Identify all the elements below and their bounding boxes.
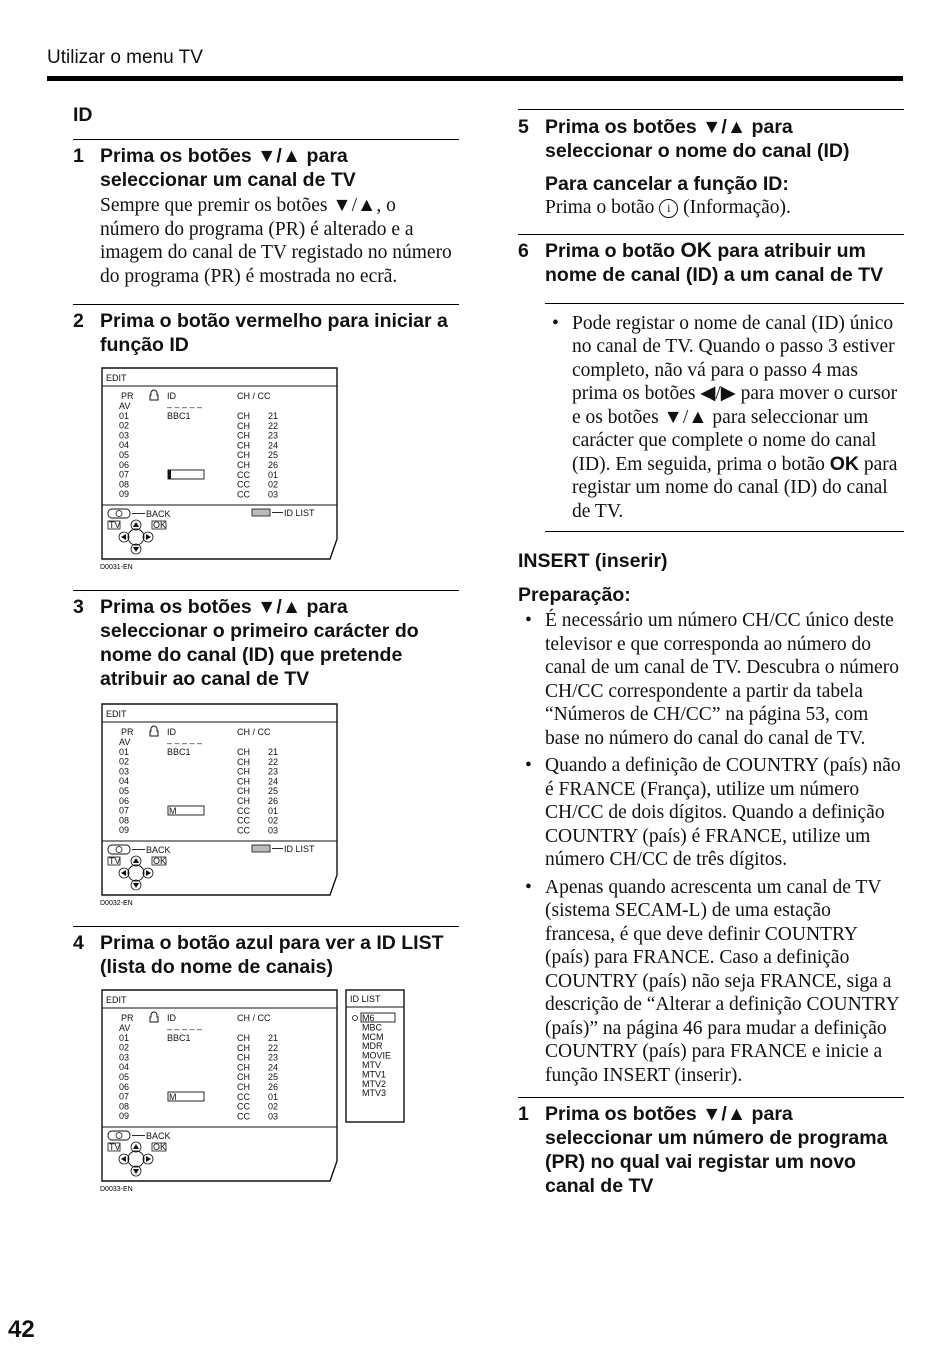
screen-ok-label: OK [153, 520, 167, 530]
step-title: Prima os botões ▼/▲ para seleccionar o primeiro carácter do nome do canal (ID) que pretende atribuir ao canal de TV [100, 596, 419, 690]
cursor-char: M [169, 1092, 177, 1102]
dpad-right-icon [146, 534, 151, 540]
dpad-icon [128, 529, 144, 545]
screen-chcc-type: CH [237, 786, 250, 797]
screen-pr-value: 07 [119, 1091, 130, 1102]
step-title: Prima o botão azul para ver a ID LIST (lista do nome de canais) [100, 932, 444, 978]
dpad-icon [128, 865, 144, 881]
screen-chcc-type: CC [237, 815, 250, 826]
divider [518, 109, 904, 110]
screen-col-pr: PR [121, 391, 134, 401]
dpad-down-icon [133, 883, 139, 888]
left-column [73, 100, 459, 1194]
screen-pr-value: 03 [119, 1052, 130, 1063]
ok-button-label: OK [829, 452, 860, 475]
screen-chcc-num: 24 [268, 1062, 279, 1073]
screen-back-label: BACK [146, 1131, 171, 1141]
divider [518, 234, 904, 235]
screen-chcc-num: 02 [268, 1101, 279, 1112]
screen-chcc-type: CC [237, 825, 250, 836]
screen-pr-value: 06 [119, 459, 130, 470]
screen-chcc-type: CC [237, 469, 250, 480]
screen-chcc-type: CH [237, 796, 250, 806]
screen-id-value: BBC1 [167, 1033, 191, 1043]
blue-button [252, 845, 270, 852]
screen-chcc-type: CH [237, 1082, 250, 1092]
screen-col-id: ID [167, 1013, 176, 1023]
blue-button [252, 509, 270, 516]
screen-pr-value: AV [119, 737, 131, 747]
screen-pr-value: 08 [119, 479, 130, 490]
list-item: • Apenas quando acrescenta um canal de TV (sistema SECAM-L) de uma estação francesa, é que deve definir COUNTRY (país) para FRANCE. Caso a definição COUNTRY (país) não seja FRANCE, siga a descrição de “Alterar a definição COUNTRY (país)” na página 46 para mudar a definição COUNTRY (país) para FRANCE e inicie a função INSERT (inserir). [525, 876, 899, 1086]
screen-pr-value: 03 [119, 766, 130, 777]
id-list-item: MTV1 [362, 1069, 387, 1080]
screen-chcc-num: 21 [268, 411, 279, 421]
dpad-icon [128, 1151, 144, 1167]
screen-chcc-type: CH [237, 747, 250, 757]
screen-chcc-type: CH [237, 1052, 250, 1063]
screen-pr-value: AV [119, 1023, 131, 1033]
screen-chcc-num: 21 [268, 1033, 279, 1043]
id-list-item: MTV3 [362, 1088, 387, 1099]
screen-pr-value: 02 [119, 420, 130, 431]
info-icon [116, 511, 122, 517]
screen-tv-label: TV [109, 1142, 121, 1152]
step-number: 5 [518, 116, 529, 138]
screen-chcc-type: CH [237, 1033, 250, 1043]
divider [518, 1097, 904, 1098]
dpad-right-icon [146, 870, 151, 876]
step-title: Prima os botões ▼/▲ para seleccionar um canal de TV [100, 145, 356, 191]
divider [73, 304, 459, 305]
screen-pr-value: 09 [119, 1111, 130, 1122]
screen-ok-label: OK [153, 1142, 167, 1152]
list-item: • Pode registar o nome de canal (ID) único no canal de TV. Quando o passo 3 estiver completo, não vá para o passo 4 mas prima os botões ◀/▶ para mover o cursor e os botões ▼/▲ para seleccionar um carácter que complete o nome do canal (ID). Em seguida, prima o botão OK para registar um nome do canal (ID) do canal de TV. [552, 312, 898, 522]
preparation-list [518, 609, 904, 1087]
screen-chcc-type: CH [237, 460, 250, 470]
step-6 [518, 239, 904, 287]
lock-icon [150, 726, 158, 736]
dpad-up-icon [133, 858, 139, 863]
figure-code: D0032-EN [100, 900, 133, 907]
screen-frame [102, 368, 337, 559]
screen-chcc-type: CC [237, 1091, 250, 1102]
dpad-left-icon [121, 870, 126, 876]
step-number: 3 [73, 596, 84, 618]
step-number: 1 [73, 145, 84, 167]
screen-chcc-num: 01 [268, 1091, 279, 1102]
screen-chcc-num: 22 [268, 756, 279, 767]
figure-code: D0033-EN [100, 1186, 133, 1193]
screen-chcc-num: 01 [268, 469, 279, 480]
screen-chcc-num: 24 [268, 440, 279, 451]
screen-chcc-num: 21 [268, 747, 279, 757]
screen-edit-label: EDIT [106, 995, 127, 1005]
screen-frame [102, 990, 337, 1181]
screen-chcc-type: CH [237, 1072, 250, 1083]
step-number: 1 [518, 1103, 529, 1125]
screen-chcc-type: CH [237, 420, 250, 431]
screen-chcc-num: 02 [268, 815, 279, 826]
page-header-title: Utilizar o menu TV [47, 47, 203, 68]
screen-back-label: BACK [146, 509, 171, 519]
screen-pr-value: 08 [119, 815, 130, 826]
screen-chcc-num: 03 [268, 825, 279, 836]
screen-chcc-type: CC [237, 805, 250, 816]
edit-screen-2 [100, 703, 459, 908]
step-number: 4 [73, 932, 84, 954]
header-rule [47, 76, 903, 81]
screen-pr-value: 06 [119, 1081, 130, 1092]
screen-chcc-num: 26 [268, 796, 279, 806]
section-title-insert: INSERT (inserir) [518, 550, 668, 572]
lock-icon [150, 390, 158, 400]
screen-chcc-type: CC [237, 479, 250, 490]
screen-chcc-num: 23 [268, 1052, 279, 1063]
screen-pr-value: 08 [119, 1101, 130, 1112]
id-list-item: MOVIE [362, 1050, 392, 1061]
screen-chcc-type: CC [237, 489, 250, 500]
right-column [518, 109, 904, 1198]
screen-pr-value: 04 [119, 1062, 130, 1073]
cancel-title: Para cancelar a função ID: [545, 173, 789, 195]
screen-chcc-type: CH [237, 450, 250, 461]
preparation-title: Preparação: [518, 584, 631, 606]
screen-chcc-type: CH [237, 430, 250, 441]
screen-pr-value: 06 [119, 795, 130, 806]
divider [73, 590, 459, 591]
screen-chcc-num: 25 [268, 1072, 279, 1083]
screen-chcc-num: 22 [268, 420, 279, 431]
dpad-up-icon [133, 1144, 139, 1149]
divider [545, 531, 904, 532]
screen-ok-label: OK [153, 856, 167, 866]
screen-dashes: – – – – – [167, 738, 203, 748]
list-item: • Quando a definição de COUNTRY (país) não é FRANCE (França), utilize um número CH/CC de dois dígitos. Quando a definição COUNTRY (país) é FRANCE, utilize um número CH/CC de três dígitos. [525, 755, 901, 870]
screen-pr-value: 07 [119, 469, 130, 480]
step-1 [73, 144, 459, 288]
info-icon [116, 1133, 122, 1139]
step-title: Prima o botão vermelho para iniciar a função ID [100, 310, 448, 356]
id-list-item: MTV2 [362, 1078, 387, 1089]
divider [545, 303, 904, 304]
screen-chcc-type: CH [237, 1062, 250, 1073]
screen-pr-value: 04 [119, 440, 130, 451]
cursor-char: M [169, 806, 177, 816]
lock-icon [150, 1012, 158, 1022]
screen-pr-value: 05 [119, 786, 130, 796]
screen-pr-value: 01 [119, 746, 130, 757]
screen-chcc-type: CH [237, 776, 250, 787]
screen-chcc-num: 25 [268, 450, 279, 461]
step-2 [73, 309, 459, 357]
screen-chcc-num: 03 [268, 1111, 279, 1122]
divider [73, 139, 459, 140]
screen-col-id: ID [167, 391, 176, 401]
cursor-box [168, 470, 204, 479]
dpad-up-icon [133, 522, 139, 527]
screen-pr-value: 09 [119, 825, 130, 836]
screen-chcc-type: CC [237, 1111, 250, 1122]
screen-dashes: – – – – – [167, 1024, 203, 1034]
screen-chcc-type: CH [237, 756, 250, 767]
dpad-down-icon [133, 547, 139, 552]
screen-id-value: BBC1 [167, 747, 191, 757]
screen-pr-value: 09 [119, 489, 130, 500]
step-title: Prima os botões ▼/▲ para seleccionar o nome do canal (ID) [545, 116, 850, 162]
screen-pr-value: 04 [119, 776, 130, 787]
screen-idlist-button-label: ID LIST [284, 508, 315, 518]
screen-chcc-num: 23 [268, 766, 279, 777]
step-4 [73, 931, 459, 979]
screen-id-value: BBC1 [167, 411, 191, 421]
section-title-id: ID [73, 104, 93, 126]
figure-code: D0031-EN [100, 564, 133, 571]
id-list-item: MCM [362, 1031, 384, 1042]
screen-tv-label: TV [109, 520, 121, 530]
id-list-item: M6 [362, 1013, 375, 1023]
screen-col-chcc: CH / CC [237, 727, 271, 737]
screen-pr-value: 02 [119, 1042, 130, 1053]
screen-chcc-num: 24 [268, 776, 279, 787]
screen-pr-value: 07 [119, 805, 130, 816]
screen-pr-value: 01 [119, 1032, 130, 1043]
dpad-left-icon [121, 534, 126, 540]
dpad-right-icon [146, 1156, 151, 1162]
screen-chcc-num: 26 [268, 460, 279, 470]
step-title: Prima os botões ▼/▲ para seleccionar um número de programa (PR) no qual vai registar um novo canal de TV [545, 1103, 888, 1197]
screen-dashes: – – – – – [167, 402, 203, 412]
screen-pr-value: 05 [119, 1072, 130, 1082]
screen-pr-value: 01 [119, 410, 130, 421]
screen-chcc-num: 03 [268, 489, 279, 500]
screen-chcc-num: 02 [268, 479, 279, 490]
cursor-caret [168, 470, 171, 479]
screen-frame [102, 704, 337, 895]
screen-chcc-num: 23 [268, 430, 279, 441]
screen-tv-label: TV [109, 856, 121, 866]
info-icon [116, 847, 122, 853]
screen-chcc-num: 25 [268, 786, 279, 797]
page-number: 42 [8, 1316, 35, 1343]
screen-chcc-type: CC [237, 1101, 250, 1112]
screen-chcc-num: 26 [268, 1082, 279, 1092]
screen-pr-value: 02 [119, 756, 130, 767]
edit-screen-1 [100, 367, 459, 572]
step-body: Sempre que premir os botões ▼/▲, o número do programa (PR) é alterado e a imagem do canal de TV registado no número do programa (PR) é mostrada no ecrã. [100, 195, 452, 287]
screen-col-pr: PR [121, 727, 134, 737]
step-5 [518, 115, 904, 220]
screen-chcc-type: CH [237, 440, 250, 451]
screen-chcc-type: CH [237, 766, 250, 777]
screen-col-chcc: CH / CC [237, 391, 271, 401]
step-3 [73, 595, 459, 691]
id-list-item: MDR [362, 1041, 383, 1052]
ok-button-label: OK [680, 238, 712, 262]
screen-pr-value: AV [119, 401, 131, 411]
id-list-title: ID LIST [350, 994, 381, 1004]
step-6-notes [545, 312, 904, 524]
dpad-left-icon [121, 1156, 126, 1162]
screen-back-label: BACK [146, 845, 171, 855]
screen-chcc-num: 01 [268, 805, 279, 816]
screen-chcc-num: 22 [268, 1042, 279, 1053]
step-number: 6 [518, 239, 529, 262]
screen-col-id: ID [167, 727, 176, 737]
cancel-text: Prima o botão i (Informação). [545, 197, 791, 218]
screen-idlist-button-label: ID LIST [284, 844, 315, 854]
screen-chcc-type: CH [237, 411, 250, 421]
screen-col-pr: PR [121, 1013, 134, 1023]
step-title: Prima o botão OK para atribuir um nome de canal (ID) a um canal de TV [545, 238, 884, 286]
screen-pr-value: 03 [119, 430, 130, 441]
divider [73, 926, 459, 927]
insert-step-1 [518, 1102, 904, 1198]
id-list-item: MTV [362, 1060, 381, 1070]
step-number: 2 [73, 310, 84, 332]
list-item: • É necessário um número CH/CC único deste televisor e que corresponda ao número do canal de um canal de TV. Descubra o número CH/CC correspondente a partir da tabela “Números de CH/CC” na página 53, com base no número do canal do canal de TV. [525, 610, 899, 749]
info-icon: i [659, 199, 678, 218]
screen-pr-value: 05 [119, 450, 130, 460]
screen-edit-label: EDIT [106, 709, 127, 719]
id-list-item: MBC [362, 1022, 382, 1033]
screen-edit-label: EDIT [106, 373, 127, 383]
screen-chcc-type: CH [237, 1042, 250, 1053]
edit-screen-3 [100, 989, 459, 1194]
dpad-down-icon [133, 1169, 139, 1174]
screen-col-chcc: CH / CC [237, 1013, 271, 1023]
